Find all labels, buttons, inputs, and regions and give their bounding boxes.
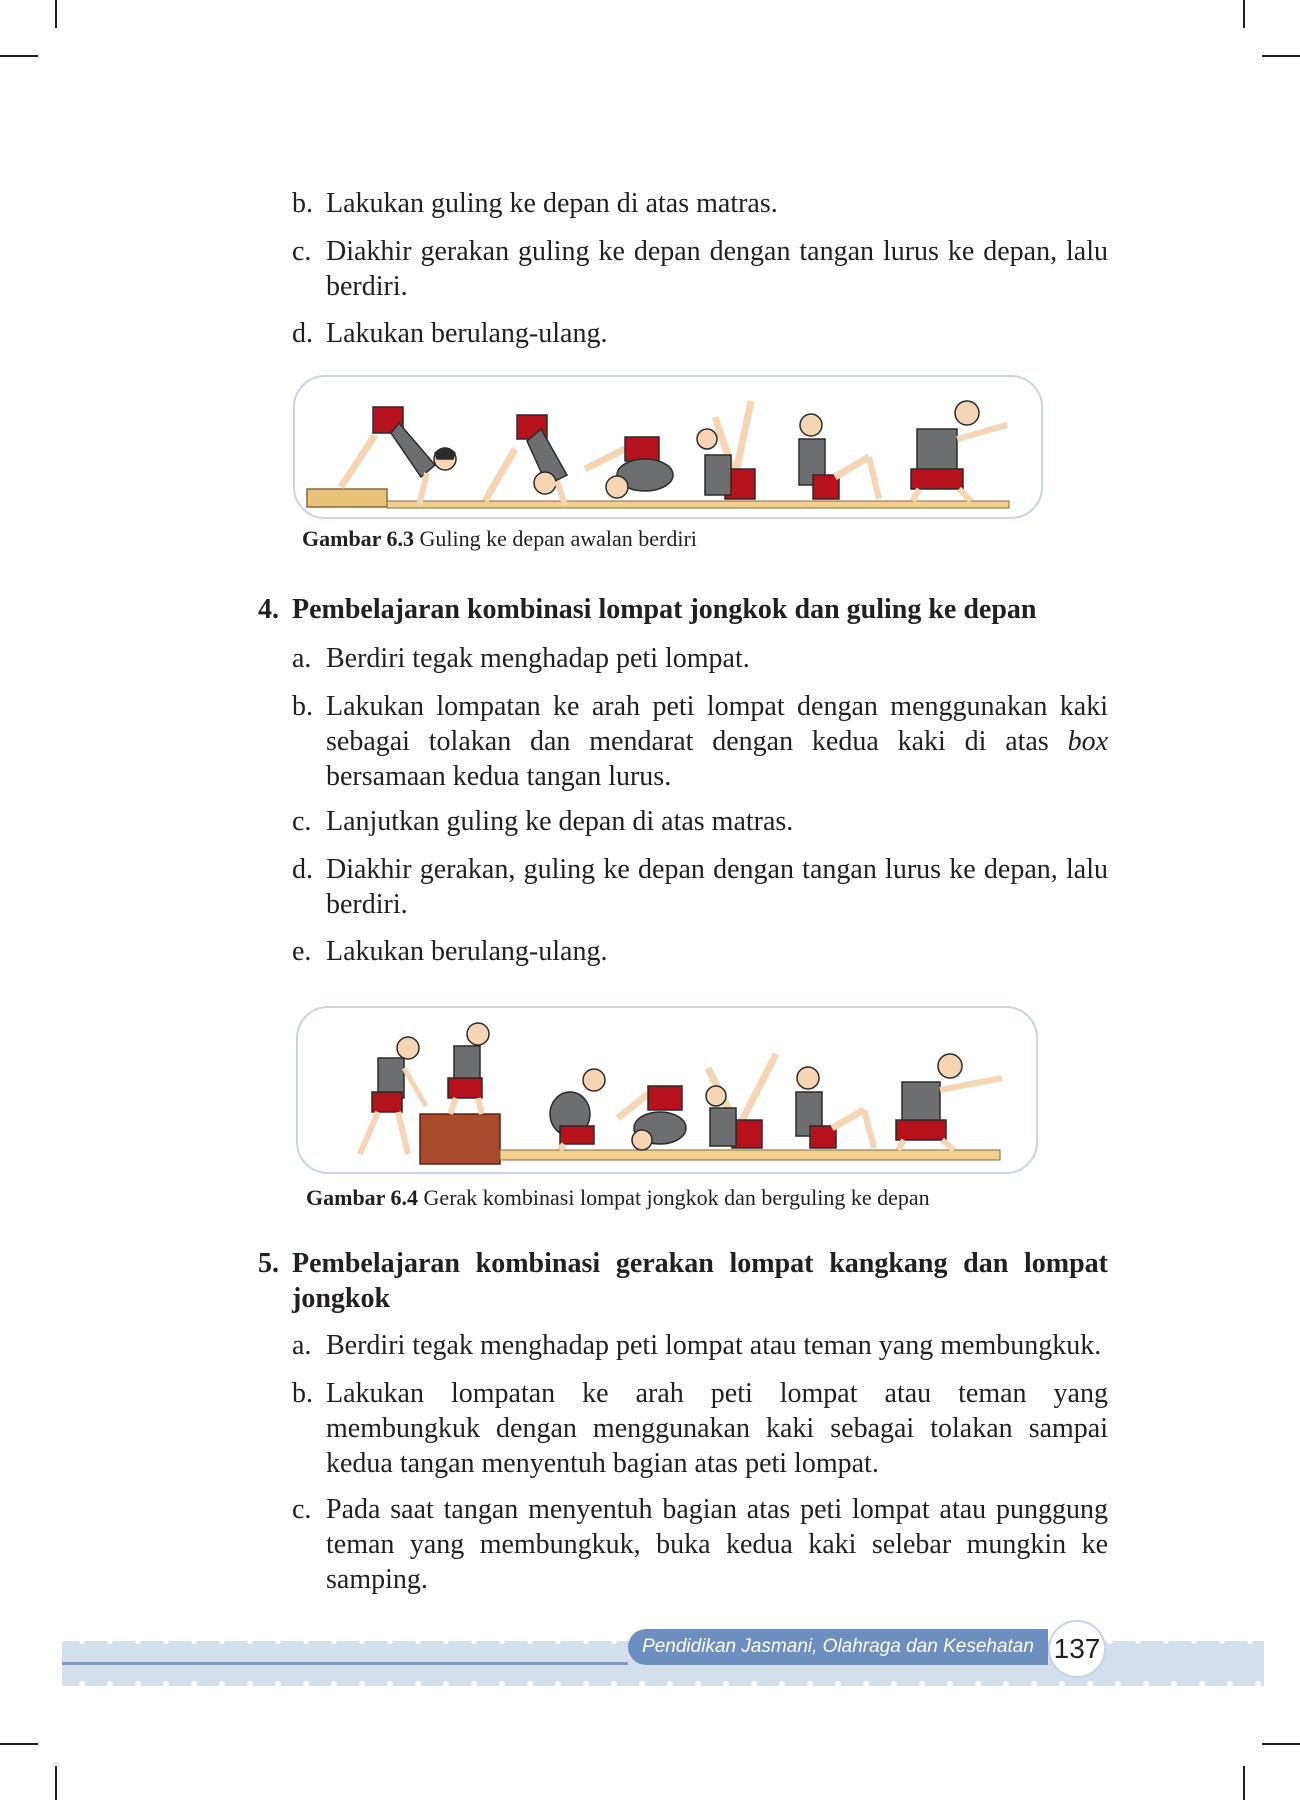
item-text: Lanjutkan guling ke depan di atas matras. <box>326 806 794 837</box>
crop-mark <box>1243 0 1245 28</box>
crop-mark <box>55 1766 57 1800</box>
item-label: c. <box>292 236 312 267</box>
section-title: Pembelajaran kombinasi gerakan lompat kangkang dan lompat jongkok <box>292 1248 1108 1314</box>
figure-forward-roll <box>293 375 1043 519</box>
list-item <box>292 934 1108 969</box>
list-item <box>292 1492 1108 1597</box>
italic-term: box <box>1067 726 1108 757</box>
item-label: c. <box>292 1494 312 1525</box>
list-item <box>292 186 1108 221</box>
item-label: a. <box>292 643 312 674</box>
figure-pose-4 <box>697 401 755 499</box>
figure-sit <box>796 1067 874 1148</box>
list-item <box>292 316 1108 351</box>
figure-pose-6 <box>911 401 1007 501</box>
caption-label: Gambar 6.4 <box>306 1185 419 1210</box>
item-label: b. <box>292 691 313 722</box>
book-title: Pendidikan Jasmani, Olahraga dan Kesehatan <box>628 1629 1048 1665</box>
caption-label: Gambar 6.3 <box>302 526 415 551</box>
item-text: Lakukan guling ke depan di atas matras. <box>326 188 778 219</box>
footer-dots-bottom <box>62 1680 1264 1688</box>
item-label: c. <box>292 806 312 837</box>
figure-legs-up <box>706 1054 776 1148</box>
figure-pose-3 <box>585 437 673 498</box>
figure-run <box>360 1037 426 1154</box>
item-label: d. <box>292 854 313 885</box>
figure-crouch <box>550 1069 605 1150</box>
crop-mark <box>55 0 57 28</box>
item-label: b. <box>292 1378 313 1409</box>
list-item <box>292 689 1108 794</box>
list-item <box>292 852 1108 922</box>
crop-mark <box>1262 1743 1300 1745</box>
squat-jump-roll-illustration <box>298 1008 1036 1172</box>
list-item <box>292 1328 1108 1363</box>
item-text: Diakhir gerakan guling ke depan dengan tangan lurus ke depan, lalu berdiri. <box>326 236 1108 302</box>
item-label: e. <box>292 936 312 967</box>
crop-mark <box>1243 1766 1245 1800</box>
section-number: 5. <box>258 1248 279 1279</box>
forward-roll-illustration <box>295 377 1041 517</box>
item-text: Lakukan berulang-ulang. <box>326 936 608 967</box>
figure-squat-jump-roll <box>296 1006 1038 1174</box>
item-label: d. <box>292 318 313 349</box>
list-item <box>292 234 1108 304</box>
caption-text: Gerak kombinasi lompat jongkok dan berguling ke depan <box>418 1185 930 1210</box>
section-heading <box>258 592 1108 627</box>
item-text: Pada saat tangan menyentuh bagian atas peti lompat atau punggung teman yang membungkuk, buka kedua kaki selebar mungkin ke samping. <box>326 1494 1108 1595</box>
caption-text: Guling ke depan awalan berdiri <box>414 526 697 551</box>
figure-caption <box>306 1184 1066 1212</box>
figure-pose-2 <box>485 415 567 505</box>
item-label: a. <box>292 1330 312 1361</box>
list-item <box>292 804 1108 839</box>
list-item <box>292 1376 1108 1481</box>
crop-mark <box>1262 55 1300 57</box>
section-heading <box>258 1246 1108 1316</box>
mat <box>500 1150 1000 1160</box>
figure-on-box <box>448 1023 489 1114</box>
item-text: Lakukan berulang-ulang. <box>326 318 608 349</box>
list-item <box>292 641 1108 676</box>
item-text: Diakhir gerakan, guling ke depan dengan tangan lurus ke depan, lalu berdiri. <box>326 854 1108 920</box>
figure-pose-5 <box>799 414 879 499</box>
item-text: Lakukan lompatan ke arah peti lompat dengan menggunakan kaki sebagai tolakan dan mendarat dengan kedua kaki di atas box bersamaan kedua tangan lurus. <box>326 691 1108 792</box>
crop-mark <box>0 55 38 57</box>
item-text: Berdiri tegak menghadap peti lompat. <box>326 643 750 674</box>
section-number: 4. <box>258 594 279 625</box>
item-text: Berdiri tegak menghadap peti lompat atau teman yang membungkuk. <box>326 1330 1102 1361</box>
item-text: Lakukan lompatan ke arah peti lompat atau teman yang membungkuk dengan menggunakan kaki sebagai tolakan sampai kedua tangan menyentuh bagian atas peti lompat. <box>326 1378 1108 1479</box>
item-label: b. <box>292 188 313 219</box>
footer-rule <box>62 1662 628 1665</box>
page-number: 137 <box>1048 1620 1106 1678</box>
crop-mark <box>0 1743 38 1745</box>
figure-finish <box>896 1054 1002 1150</box>
figure-caption <box>302 525 1062 553</box>
section-title: Pembelajaran kombinasi lompat jongkok dan guling ke depan <box>292 594 1037 625</box>
vaulting-box <box>420 1114 500 1164</box>
starting-block <box>307 489 387 507</box>
figure-roll <box>618 1086 686 1150</box>
